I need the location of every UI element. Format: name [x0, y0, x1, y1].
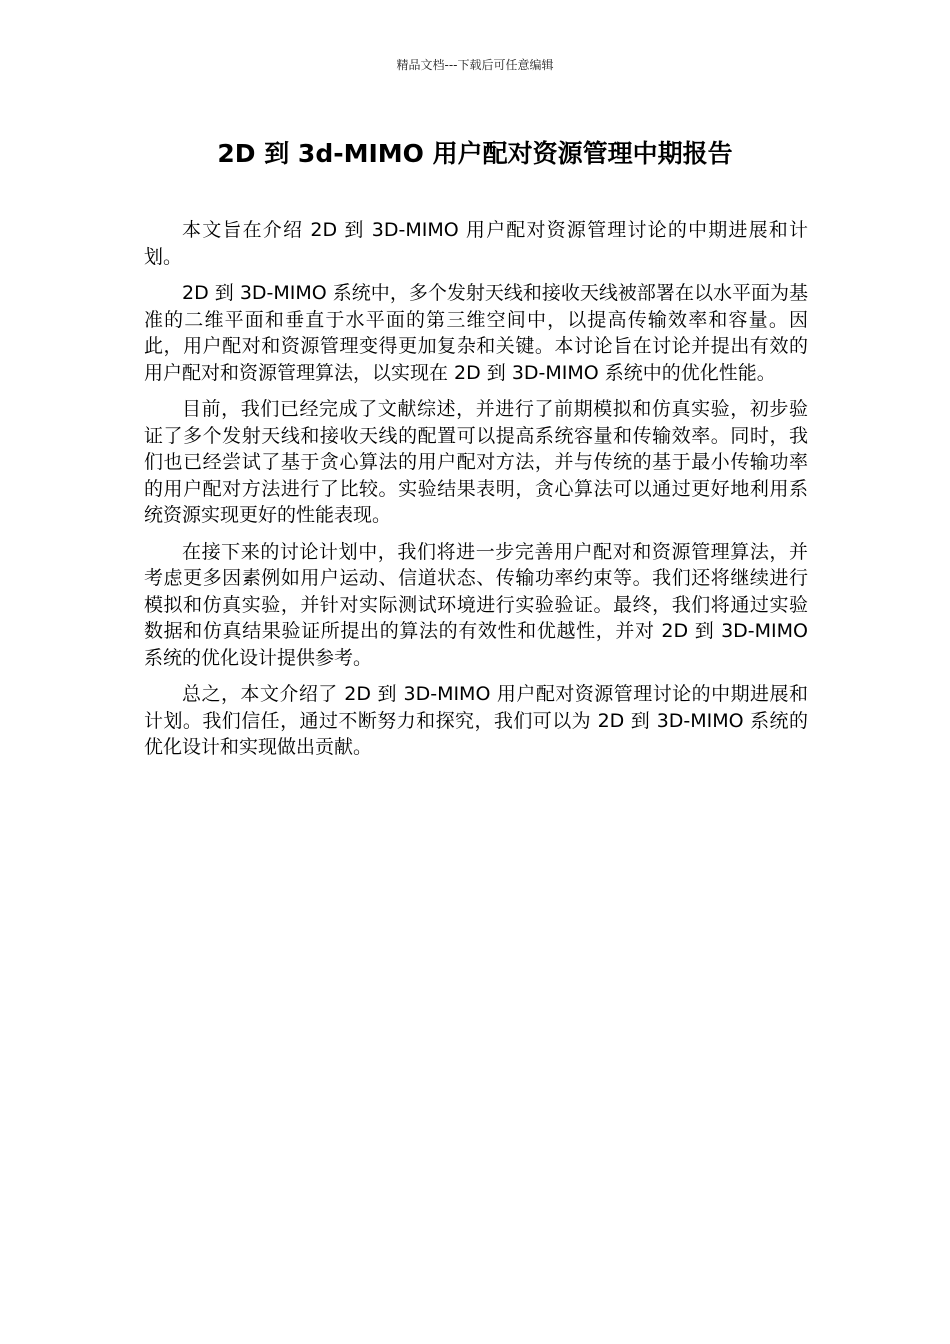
header-note: 精品文档---下载后可任意编辑 [396, 58, 554, 72]
paragraph-conclusion: 总之，本文介绍了 2D 到 3D-MIMO 用户配对资源管理讨论的中期进展和计划。我们信任，通过不断努力和探究，我们可以为 2D 到 3D-MIMO 系统的优化设计和实现做出贡献。 [144, 683, 808, 758]
document-body [144, 217, 808, 771]
paragraph-progress: 目前，我们已经完成了文献综述，并进行了前期模拟和仿真实验，初步验证了多个发射天线和接收天线的配置可以提高系统容量和传输效率。同时，我们也已经尝试了基于贪心算法的用户配对方法，并与传统的基于最小传输功率的用户配对方法进行了比较。实验结果表明，贪心算法可以通过更好地利用系统资源实现更好的性能表现。 [144, 398, 808, 526]
document-title: 2D 到 3d-MIMO 用户配对资源管理中期报告 [217, 139, 733, 168]
paragraph-background: 2D 到 3D-MIMO 系统中，多个发射天线和接收天线被部署在以水平面为基准的二维平面和垂直于水平面的第三维空间中，以提高传输效率和容量。因此，用户配对和资源管理变得更加复杂和关键。本讨论旨在讨论并提出有效的用户配对和资源管理算法，以实现在 2D 到 3D-MIMO 系统中的优化性能。 [144, 282, 808, 384]
paragraph-plan: 在接下来的讨论计划中，我们将进一步完善用户配对和资源管理算法，并考虑更多因素例如用户运动、信道状态、传输功率约束等。我们还将继续进行模拟和仿真实验，并针对实际测试环境进行实验验证。最终，我们将通过实验数据和仿真结果验证所提出的算法的有效性和优越性，并对 2D 到 3D-MIMO 系统的优化设计提供参考。 [144, 540, 808, 669]
paragraph-intro: 本文旨在介绍 2D 到 3D-MIMO 用户配对资源管理讨论的中期进展和计划。 [144, 219, 808, 268]
